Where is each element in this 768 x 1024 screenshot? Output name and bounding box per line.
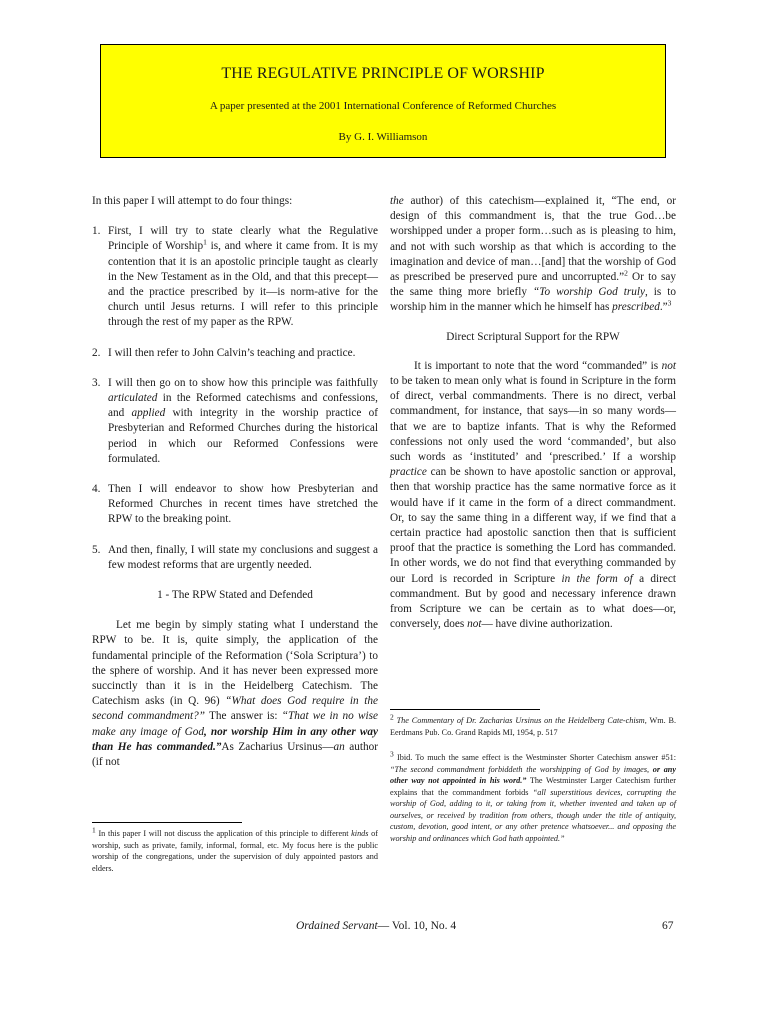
page-number: 67 xyxy=(662,920,674,932)
list-item xyxy=(92,543,378,573)
footnote-ref[interactable]: 2 xyxy=(624,268,628,278)
list-item xyxy=(92,376,378,467)
list-number: 4. xyxy=(92,483,101,496)
intro-paragraph: In this paper I will attempt to do four things: xyxy=(92,195,293,207)
footnote-ref[interactable]: 3 xyxy=(667,298,672,308)
footnote-divider xyxy=(92,822,242,823)
list-text: First, I will try to state clearly what the Regulative Principle of Worship$^1$ is, and where it came from. It is my contention that it is an apostolic principle taught as clearly in the New Testament as in the Old, and that this precept—and the practice prescribed by it—is norm-ative for the church until Jesus returns. I will refer to this principle through the rest of my paper as the RPW. xyxy=(108,225,378,329)
list-text: I will then go on to show how this principle was faithfully articulated in the Reformed catechisms and confessions, and applied with integrity in the worship practice of Presbyterian and Reformed Churches during the historical period in which our Reformed Confessions were formulated. xyxy=(108,376,378,465)
title-box xyxy=(100,44,666,158)
body-paragraph: It is important to note that the word “commanded” is not to be taken to mean only what is found in Scripture in the form of direct, verbal commandments. There is no direct, verbal commandment, for instance, that says—in so many words—that we are to baptize infants. That is why the Reformed confessions not only used the word ‘commanded’, but also such words as ‘instituted’ and ‘prescribed.’ If a worship practice can be shown to have apostolic sanction or approval, then that worship practice has the same normative force as it would have if it came in the form of a direct commandment. Or, to say the same thing in a different way, if we find that a certain practice had apostolic sanction then that is sufficient proof that the practice is something the Lord has commanded. In other words, we do not find that everything commanded by our Lord is recorded in Scripture in the form of a direct commandment. But by good and necessary inference drawn from Scripture we can be certain as to what does—or, conversely, does not— have divine authorization. xyxy=(390,359,676,631)
paper-byline: By G. I. Williamson xyxy=(338,131,428,143)
list-item xyxy=(92,346,378,361)
journal-footer xyxy=(296,920,456,932)
body-paragraph: Let me begin by simply stating what I understand the RPW to be. It is, quite simply, the application of the fundamental principle of the Reformation (‘Sola Scriptura’) to the sphere of worship. And it has never been expressed more succinctly than it is in the Heidelberg Catechism. The Catechism asks (in Q. 96) “What does God require in the second commandment?” The answer is: “That we in no wise make any image of God, nor worship Him in any other way than He has commanded.”As Zacharius Ursinus—an author (if not xyxy=(92,619,379,769)
right-column xyxy=(390,194,676,632)
list-text: Then I will endeavor to show how Presbyterian and Reformed Churches in recent times have stretched the RPW to the breaking point. xyxy=(108,483,378,526)
list-text: And then, finally, I will state my conclusions and suggest a few modest reforms that are urgently needed. xyxy=(108,543,378,571)
paper-subtitle: A paper presented at the 2001 International Conference of Reformed Churches xyxy=(209,100,557,112)
body-paragraph: the author) of this catechism—explained it, “The end, or design of this commandment is, that the true God…be worshipped under a proper form…such as is pleasing to him, and not with such worship as that which is according to the imagination and device of man…[and] that the worship of God as prescribed be preserved pure and uncorrupted.”$^2$ Or to say the same thing more briefly “To worship God truly, is to worship him in the manner which he himself has prescribed.”$^3$ xyxy=(390,195,676,314)
list-number: 1. xyxy=(92,225,101,238)
journal-issue: — Vol. 10, No. 4 xyxy=(377,920,457,932)
paper-title: THE REGULATIVE PRINCIPLE OF WORSHIP xyxy=(221,65,545,82)
footnote-1: $^1$ In this paper I will not discuss the application of this principle to different kinds of worship, such as private, family, informal, formal, etc. My focus here is the public worship of the congregations, under the supervision of duly appointed pastors and elders. xyxy=(92,825,378,873)
section-heading: 1 - The RPW Stated and Defended xyxy=(157,589,313,602)
section-heading: Direct Scriptural Support for the RPW xyxy=(446,330,620,343)
list-number: 3. xyxy=(92,376,101,389)
footnote-ref[interactable]: 1 xyxy=(203,237,207,247)
list-number: 2. xyxy=(92,346,101,359)
list-item xyxy=(92,224,378,330)
journal-name: Ordained Servant xyxy=(296,920,378,932)
list-text: I will then refer to John Calvin’s teaching and practice. xyxy=(108,346,356,359)
left-column xyxy=(92,194,378,770)
footnote-divider xyxy=(390,709,540,710)
footnote-2: $^2$ The Commentary of Dr. Zacharias Ursinus on the Heidelberg Cate-chism, Wm. B. Eerdmans Pub. Co. Grand Rapids MI, 1954, p. 517 xyxy=(390,712,676,737)
plan-list xyxy=(92,224,378,573)
footnote-3: $^3$ Ibid. To much the same effect is the Westminster Shorter Catechism answer #51: “The second commandment forbiddeth the worshipping of God by images, or any other way not appointed in his word.” The Westminster Larger Catechism further explains that the commandment forbids “all superstitious devices, corrupting the worship of God, adding to it, or taking from it, whether invented and taken up of ourselves, or received by tradition from others, though under the title of antiquity, custom, devotion, good intent, or any other pretence whatsoever... and opposing the worship and ordinances which God hath appointed.” xyxy=(390,749,676,843)
list-number: 5. xyxy=(92,543,101,556)
list-item xyxy=(92,482,378,528)
